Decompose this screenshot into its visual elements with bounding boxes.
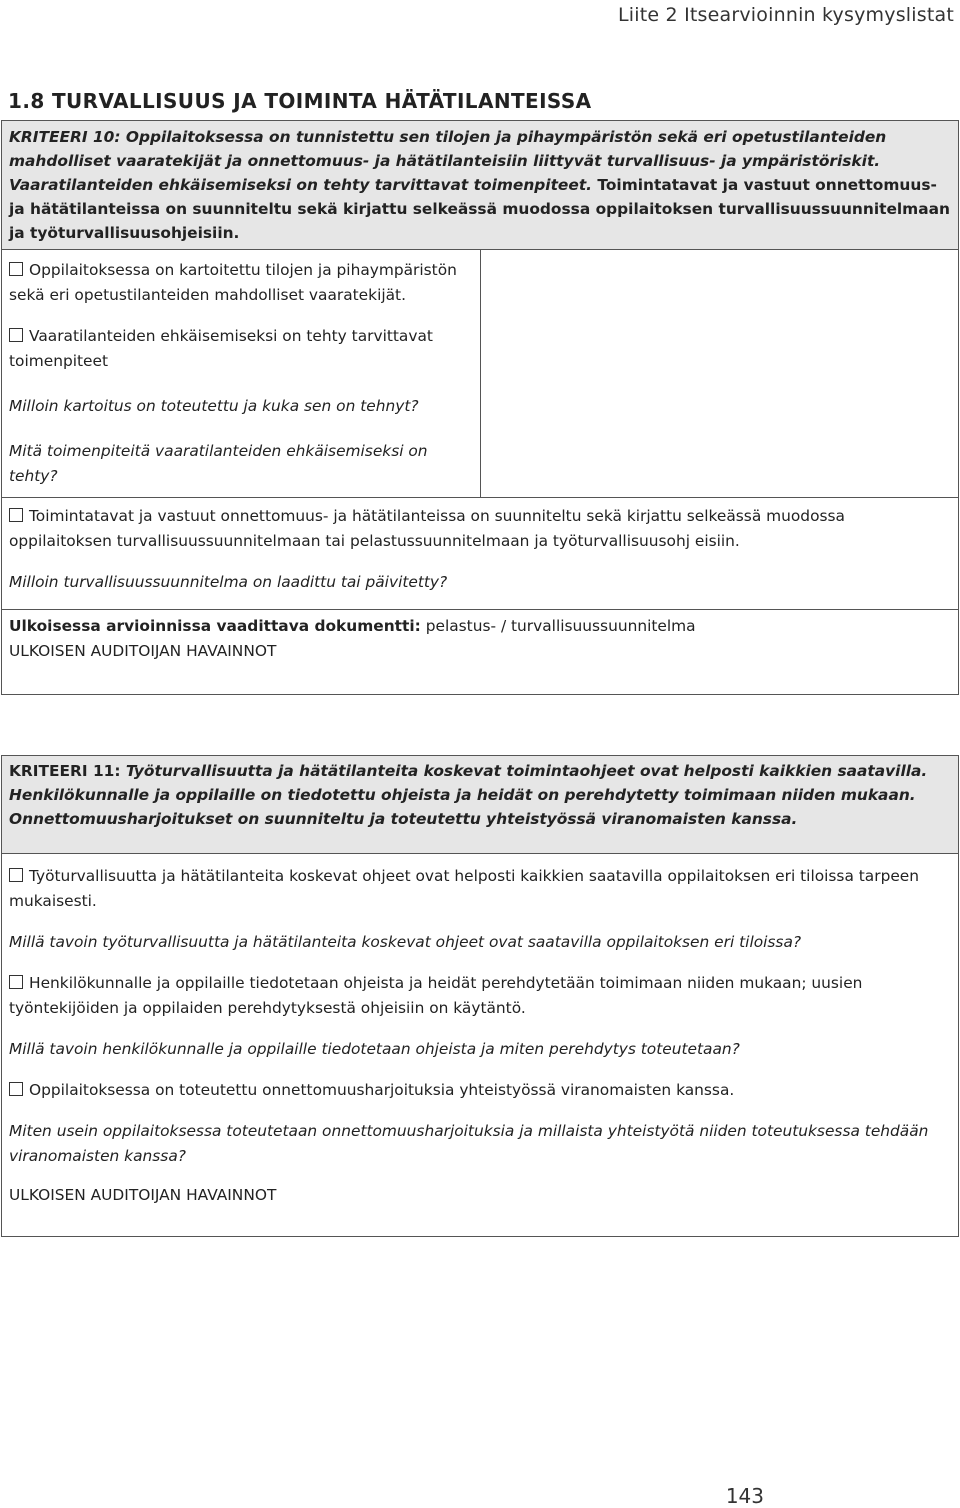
criterion-11-item-2-text: Henkilökunnalle ja oppilaille tiedotetaan ohjeista ja heidät perehdytetään toimimaan niiden mukaan; uusien työntekijöiden ja oppilaiden perehdytyksestä ohjeisiin on käytäntö.: [9, 974, 863, 1017]
checkbox-icon[interactable]: [9, 975, 23, 989]
criterion-11-header-lead: KRITEERI 11:: [9, 762, 121, 780]
section-title: 1.8 TURVALLISUUS JA TOIMINTA HÄTÄTILANTEISSA: [8, 89, 592, 113]
criterion-10-required-doc: [9, 614, 952, 639]
criterion-11-item-1: [9, 864, 952, 914]
criterion-10-header-row: [2, 121, 959, 250]
criterion-11-question-1: Millä tavoin työturvallisuutta ja hätätilanteita koskevat ohjeet ovat saatavilla oppilaitoksen eri tiloissa?: [9, 933, 802, 951]
checkbox-icon[interactable]: [9, 868, 23, 882]
checkbox-icon[interactable]: [9, 508, 23, 522]
criterion-10-doc-row: [2, 610, 959, 695]
criterion-11-body-row: [2, 854, 959, 1237]
criterion-11-item-3-text: Oppilaitoksessa on toteutettu onnettomuusharjoituksia yhteistyössä viranomaisten kanssa.: [29, 1081, 735, 1099]
criterion-10-doc-cell: [2, 610, 959, 695]
criterion-10-body-row: [2, 250, 959, 498]
criterion-11-item-2: [9, 971, 952, 1021]
criterion-10-item-2-text: Vaaratilanteiden ehkäisemiseksi on tehty tarvittavat toimenpiteet: [9, 327, 433, 370]
criterion-11-body: [2, 854, 959, 1237]
criterion-10-header-bold: Toimintatavat ja vastuut onnettomuus- ja hätätilanteissa on suunniteltu sekä kirjattu selkeässä muodossa oppilaitoksen turvallisuussuunnitelmaan ja työturvallisuusohjeisiin.: [9, 176, 950, 242]
criterion-11-table: [1, 755, 959, 1237]
criterion-10-question-3: Milloin turvallisuussuunnitelma on laadittu tai päivitetty?: [9, 573, 448, 591]
criterion-11-header: [2, 756, 959, 854]
checkbox-icon[interactable]: [9, 1082, 23, 1096]
criterion-10-item-1: [9, 258, 474, 308]
criterion-10-body: [2, 250, 481, 498]
required-doc-label: Ulkoisessa arvioinnissa vaadittava dokumentti:: [9, 617, 421, 635]
criterion-11-question-2: Millä tavoin henkilökunnalle ja oppilaille tiedotetaan ohjeista ja miten perehdytys toteutetaan?: [9, 1040, 740, 1058]
required-doc-value: pelastus- / turvallisuussuunnitelma: [420, 617, 696, 635]
checkbox-icon[interactable]: [9, 262, 23, 276]
criterion-11-header-row: [2, 756, 959, 854]
criterion-10-question-2: Mitä toimenpiteitä vaaratilanteiden ehkäisemiseksi on tehty?: [9, 442, 428, 485]
criterion-10-item3-row: [2, 498, 959, 610]
criterion-11-auditor-heading: ULKOISEN AUDITOIJAN HAVAINNOT: [9, 1186, 277, 1204]
criterion-10-auditor-heading: ULKOISEN AUDITOIJAN HAVAINNOT: [9, 642, 277, 660]
criterion-11-item-3: [9, 1078, 952, 1103]
criterion-11-item-1-text: Työturvallisuutta ja hätätilanteita koskevat ohjeet ovat helposti kaikkien saatavilla oppilaitoksen eri tiloissa tarpeen mukaisesti.: [9, 867, 920, 910]
criterion-10-item-2: [9, 324, 474, 374]
criterion-10-header: [2, 121, 959, 250]
criterion-11-header-text: Työturvallisuutta ja hätätilanteita koskevat toimintaohjeet ovat helposti kaikkien saatavilla. Henkilökunnalle ja oppilaille on tiedotettu ohjeista ja heidät on perehdytetty toimimaan niiden mukaan. Onnettomuusharjoitukset on suunniteltu ja toteutettu yhteistyössä viranomaisten kanssa.: [9, 762, 928, 828]
criterion-10-header-italic: KRITEERI 10: Oppilaitoksessa on tunnistettu sen tilojen ja pihaympäristön sekä eri opetustilanteiden mahdolliset vaaratekijät ja onnettomuus- ja hätätilanteisiin liittyvät turvallisuus- ja ympäristöriskit. Vaaratilanteiden ehkäisemiseksi on tehty tarvittavat toimenpiteet.: [9, 128, 887, 194]
checkbox-icon[interactable]: [9, 328, 23, 342]
criterion-10-item-1-text: Oppilaitoksessa on kartoitettu tilojen ja pihaympäristön sekä eri opetustilanteiden mahdolliset vaaratekijät.: [9, 261, 457, 304]
criterion-10-item-3-text: Toimintatavat ja vastuut onnettomuus- ja hätätilanteissa on suunniteltu sekä kirjattu selkeässä muodossa oppilaitoksen turvallisuussuunnitelmaan tai pelastussuunnitelmaan ja työturvallisuusohj eisiin.: [9, 507, 845, 550]
document-header-title: Liite 2 Itsearvioinnin kysymyslistat: [618, 4, 954, 26]
criterion-10-table: [1, 120, 959, 695]
criterion-11-question-3: Miten usein oppilaitoksessa toteutetaan onnettomuusharjoituksia ja millaista yhteistyötä niiden toteutuksessa tehdään viranomaisten kanssa?: [9, 1122, 929, 1165]
page-number: 143: [725, 1484, 764, 1508]
criterion-10-item-3: [9, 504, 952, 554]
criterion-10-question-1: Milloin kartoitus on toteutettu ja kuka sen on tehnyt?: [9, 397, 419, 415]
criterion-10-side-cell: [480, 250, 959, 498]
criterion-10-plan-section: [2, 498, 959, 610]
